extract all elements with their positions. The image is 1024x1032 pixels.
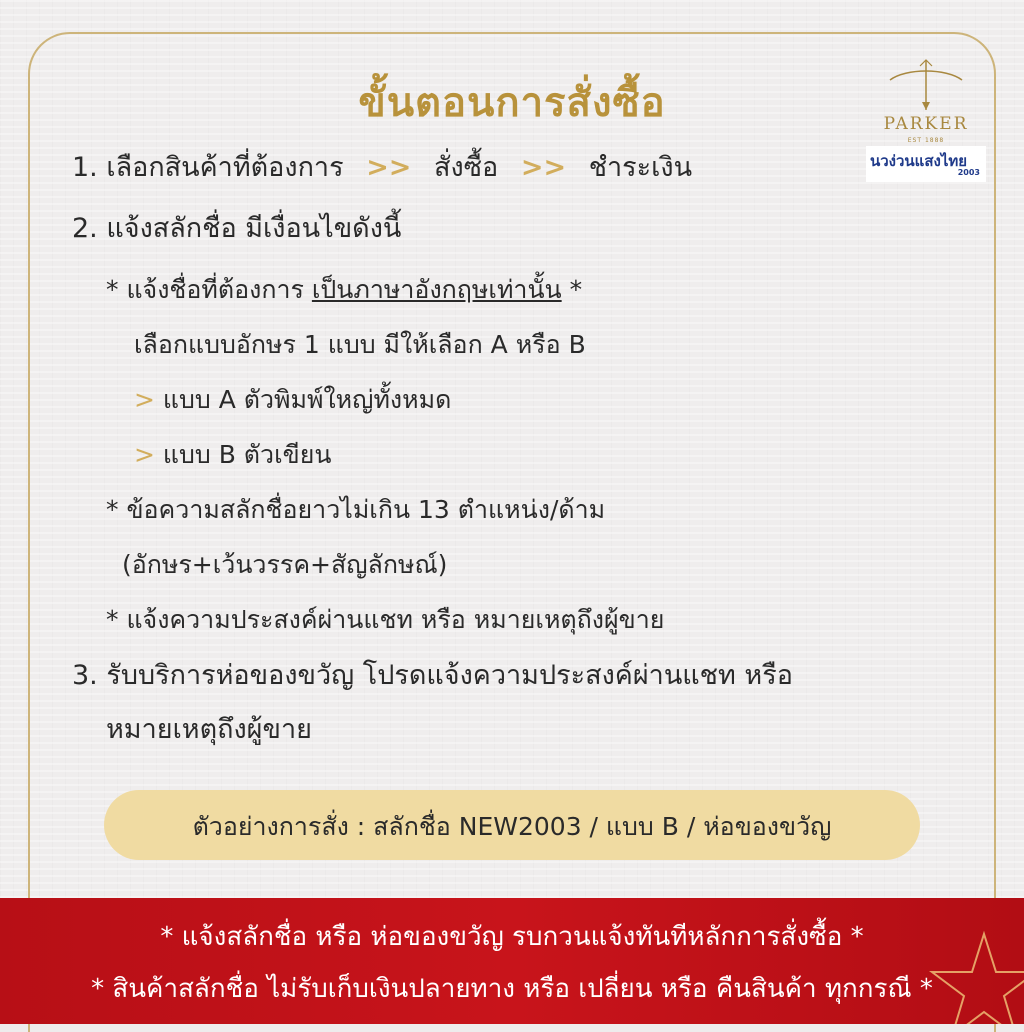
note-language-emphasis: เป็นภาษาอังกฤษเท่านั้น	[311, 275, 562, 304]
order-example-text: ตัวอย่างการสั่ง : สลักชื่อ NEW2003 / แบบ B / ห่อของขวัญ	[192, 812, 832, 841]
page-title: ขั้นตอนการสั่งซื้อ	[358, 80, 666, 126]
step-3-line-1: 3. รับบริการห่อของขวัญ โปรดแจ้งความประสงค์ผ่านแชท หรือ	[72, 660, 793, 691]
brand-logo	[864, 58, 988, 186]
warning-banner	[0, 898, 1024, 1024]
step-3-line-2: หมายเหตุถึงผู้ขาย	[106, 714, 312, 745]
parker-wordmark: PARKER	[883, 114, 969, 134]
banner-line-1: * แจ้งสลักชื่อ หรือ ห่อของขวัญ รบกวนแจ้งทันทีหลักการสั่งซื้อ *	[160, 922, 864, 952]
note-language-prefix: * แจ้งชื่อที่ต้องการ	[106, 275, 312, 304]
order-example-box	[104, 790, 920, 860]
option-marker: >	[134, 440, 155, 469]
note-language-suffix: *	[561, 275, 583, 304]
step-1-order: สั่งซื้อ	[434, 152, 499, 183]
step-1	[72, 150, 692, 186]
step-2-font-choice: เลือกแบบอักษร 1 แบบ มีให้เลือก A หรือ B	[134, 330, 586, 359]
step-separator: >>	[520, 152, 567, 183]
step-2-note-chat: * แจ้งความประสงค์ผ่านแชท หรือ หมายเหตุถึงผู้ขาย	[106, 605, 665, 634]
font-option-a-label: แบบ A ตัวพิมพ์ใหญ่ทั้งหมด	[162, 385, 452, 414]
shop-name: นวง่วนแสงไทย	[870, 152, 968, 170]
shop-year: 2003	[957, 168, 980, 177]
step-2-note-length: * ข้อความสลักชื่อยาวไม่เกิน 13 ตำแหน่ง/ด้าม	[106, 495, 606, 524]
font-option-b	[134, 437, 331, 473]
step-separator: >>	[366, 152, 412, 183]
shop-badge	[866, 146, 986, 182]
step-2-note-length-detail: (อักษร+เว้นวรรค+สัญลักษณ์)	[122, 550, 448, 579]
font-option-b-label: แบบ B ตัวเขียน	[162, 440, 332, 469]
parker-arrow-icon	[886, 58, 966, 114]
font-option-a	[134, 382, 451, 418]
banner-line-2: * สินค้าสลักชื่อ ไม่รับเก็บเงินปลายทาง หรือ เปลี่ยน หรือ คืนสินค้า ทุกกรณี *	[91, 974, 933, 1004]
parker-est: EST 1888	[907, 137, 945, 144]
step-2-note-language	[106, 272, 582, 308]
star-icon	[924, 928, 1024, 1024]
step-1-pay: ชำระเงิน	[588, 152, 693, 183]
step-2: 2. แจ้งสลักชื่อ มีเงื่อนไขดังนี้	[72, 213, 402, 244]
option-marker: >	[134, 385, 155, 414]
step-1-select: 1. เลือกสินค้าที่ต้องการ	[72, 152, 344, 183]
